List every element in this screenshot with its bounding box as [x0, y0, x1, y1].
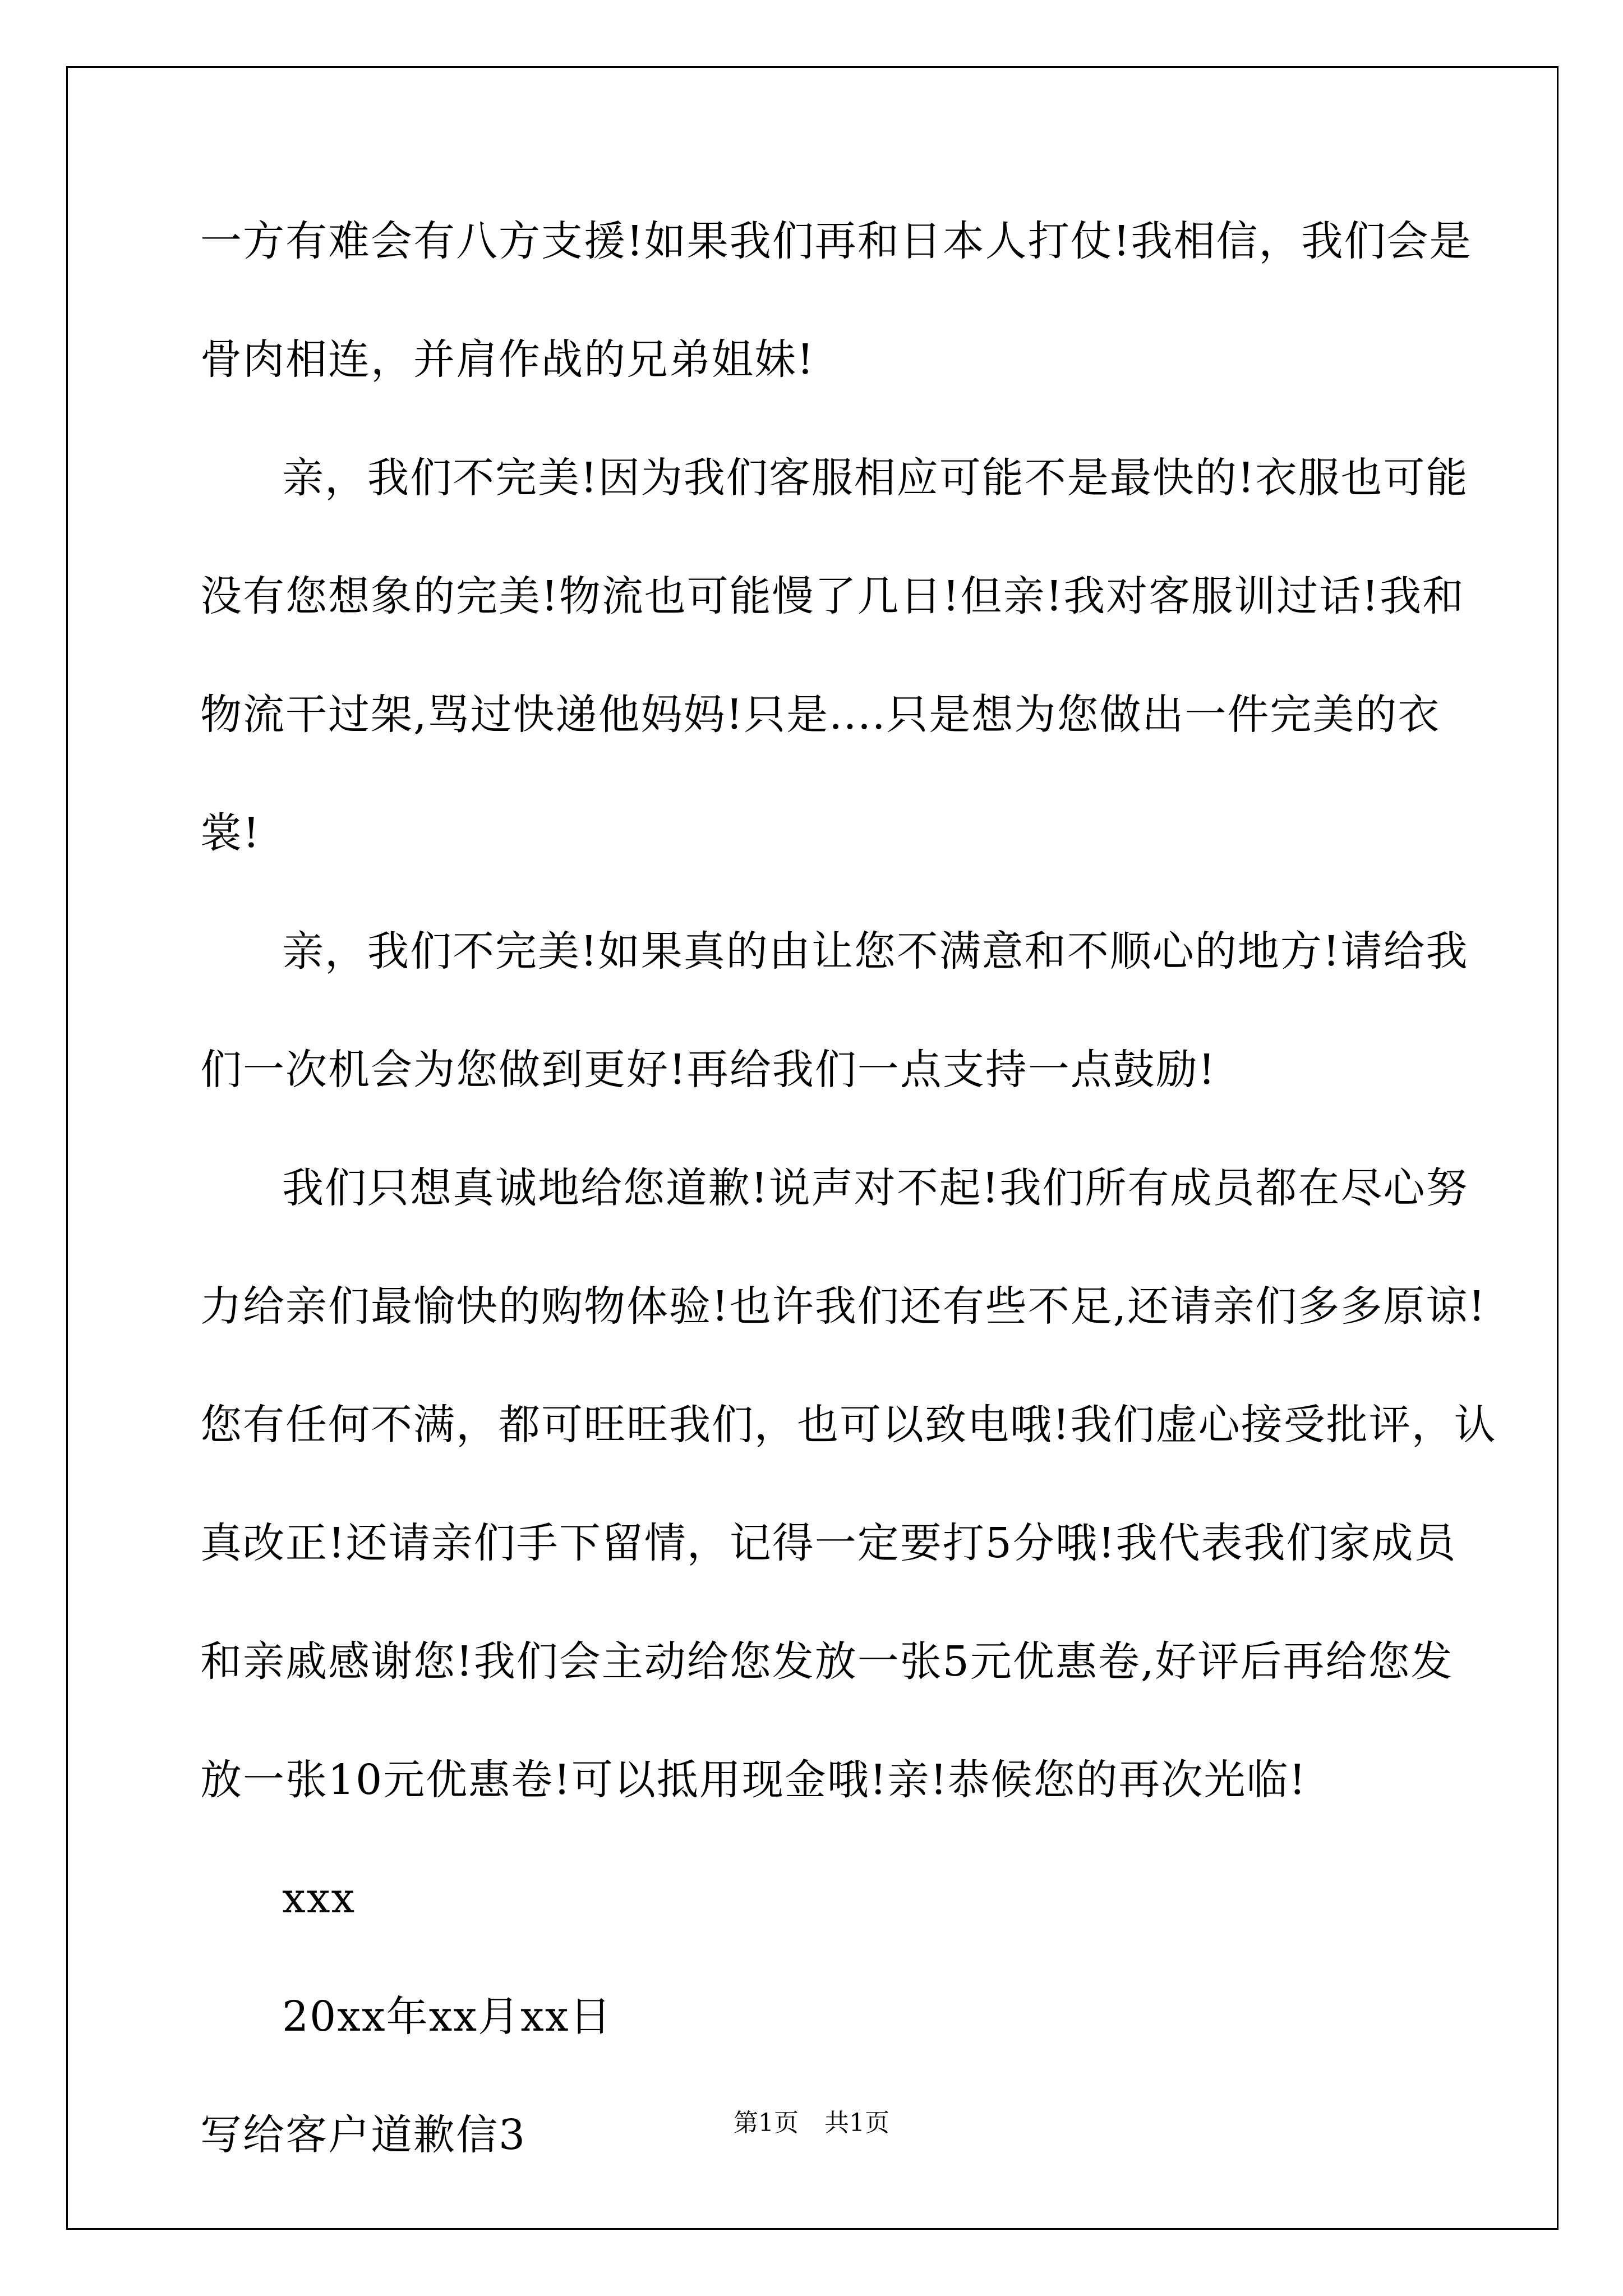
text-line: 我们只想真诚地给您道歉!说声对不起!我们所有成员都在尽心努: [282, 1164, 1469, 1212]
text-line: 放一张10元优惠卷!可以抵用现金哦!亲!恭候您的再次光临!: [200, 1756, 1307, 1804]
text-line: 裳!: [200, 809, 261, 857]
section-heading: 写给客户道歉信3: [200, 2111, 527, 2159]
text-line: 和亲戚感谢您!我们会主动给您发放一张5元优惠卷,好评后再给您发: [200, 1637, 1454, 1686]
text-line: 骨肉相连，并肩作战的兄弟姐妹!: [200, 335, 815, 384]
page-number-total: 共1页: [824, 2109, 889, 2137]
page-footer: [0, 2106, 1623, 2140]
text-line: 们一次机会为您做到更好!再给我们一点支持一点鼓励!: [200, 1046, 1216, 1094]
text-line: 真改正!还请亲们手下留情，记得一定要打5分哦!我代表我们家成员: [200, 1519, 1457, 1567]
text-line: 力给亲们最愉快的购物体验!也许我们还有些不足,还请亲们多多原谅!: [200, 1282, 1486, 1331]
text-line: 亲，我们不完美!如果真的由让您不满意和不顺心的地方!请给我: [282, 927, 1469, 976]
text-line: 亲，我们不完美!因为我们客服相应可能不是最快的!衣服也可能: [282, 454, 1469, 502]
document-body: [200, 213, 1497, 2225]
text-line: 一方有难会有八方支援!如果我们再和日本人打仗!我相信，我们会是: [200, 217, 1472, 265]
text-line: 物流干过架,骂过快递他妈妈!只是....只是想为您做出一件完美的衣: [200, 691, 1441, 739]
text-line: 没有您想象的完美!物流也可能慢了几日!但亲!我对客服训过话!我和: [200, 572, 1465, 620]
signature: xxx: [282, 1874, 356, 1922]
date: 20xx年xx月xx日: [282, 1993, 612, 2041]
text-line: 您有任何不满，都可旺旺我们，也可以致电哦!我们虚心接受批评，认: [200, 1401, 1497, 1449]
page-number-current: 第1页: [734, 2109, 799, 2137]
